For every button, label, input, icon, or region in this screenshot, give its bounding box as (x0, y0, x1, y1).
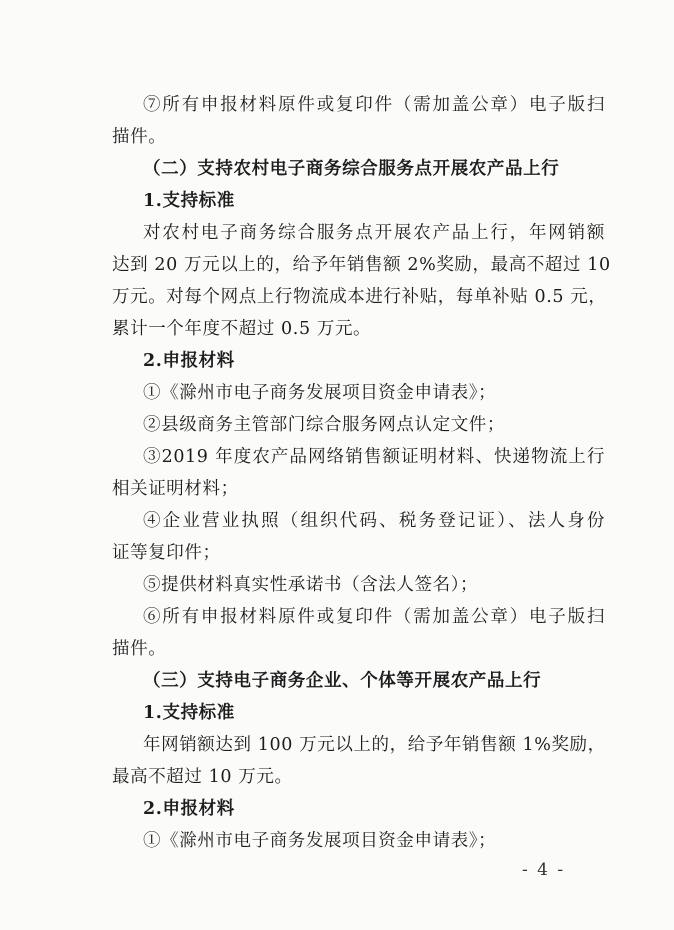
subsection-heading: 1.支持标准 (143, 191, 235, 211)
list-item: ⑤提供材料真实性承诺书（含法人签名）； (143, 575, 479, 595)
list-item: ④企业营业执照（组织代码、税务登记证）、法人身份 (143, 511, 605, 531)
section-heading: （二）支持农村电子商务综合服务点开展农产品上行 (143, 159, 560, 179)
subsection-heading: 1.支持标准 (143, 703, 235, 723)
list-item: ②县级商务主管部门综合服务网点认定文件； (143, 415, 505, 435)
paragraph-line: 相关证明材料； (112, 479, 239, 499)
subsection-heading: 2.申报材料 (143, 351, 235, 371)
paragraph-line: 万元。对每个网点上行物流成本进行补贴，每单补贴 0.5 元， (112, 287, 607, 307)
paragraph-line: 最高不超过 10 万元。 (112, 767, 293, 787)
paragraph-line: 年网销额达到 100 万元以上的，给予年销售额 1%奖励， (143, 735, 606, 755)
paragraph-line: 描件。 (112, 639, 167, 659)
paragraph-line: 证等复印件； (112, 543, 221, 563)
list-item: ⑥所有申报材料原件或复印件（需加盖公章）电子版扫 (143, 607, 605, 627)
list-item: ①《滁州市电子商务发展项目资金申请表》； (143, 831, 497, 851)
paragraph-line: 对农村电子商务综合服务点开展农产品上行，年网销额 (143, 223, 605, 243)
list-item: ③2019 年度农产品网络销售额证明材料、快递物流上行 (143, 447, 605, 467)
list-item: ①《滁州市电子商务发展项目资金申请表》； (143, 383, 497, 403)
paragraph-line: 描件。 (112, 127, 167, 147)
section-heading: （三）支持电子商务企业、个体等开展农产品上行 (143, 671, 542, 691)
paragraph-line: 达到 20 万元以上的，给予年销售额 2%奖励，最高不超过 10 (112, 255, 611, 275)
subsection-heading: 2.申报材料 (143, 799, 235, 819)
paragraph-line: ⑦所有申报材料原件或复印件（需加盖公章）电子版扫 (143, 95, 605, 115)
page-number: - 4 - (522, 860, 566, 880)
paragraph-line: 累计一个年度不超过 0.5 万元。 (112, 319, 372, 339)
